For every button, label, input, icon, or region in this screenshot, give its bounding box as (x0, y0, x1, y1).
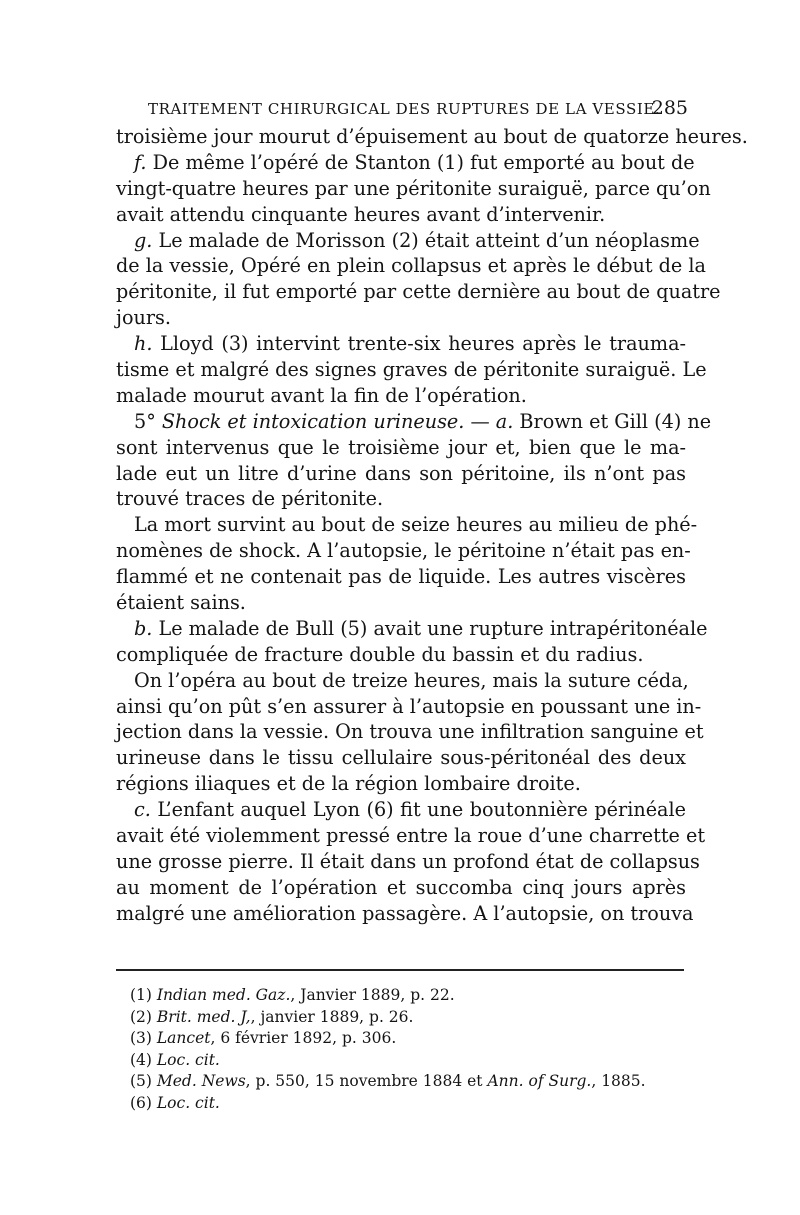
text-line: g. Le malade de Morisson (2) était atteint d’un néoplasme (134, 228, 700, 252)
item-marker: h. (134, 332, 153, 356)
text-line: une grosse pierre. Il était dans un profond état de collapsus (116, 849, 700, 873)
text-line: tisme et malgré des signes graves de péritonite suraiguë. Le (116, 358, 707, 382)
footnote: (6) Loc. cit. (130, 1093, 220, 1112)
text-line: c. L’enfant auquel Lyon (6) fit une boutonnière périnéale (134, 798, 686, 822)
text-line: compliquée de fracture double du bassin et du radius. (116, 642, 644, 666)
text-line: nomènes de shock. A l’autopsie, le péritoine n’était pas en- (116, 539, 691, 563)
item-marker: f. (134, 150, 147, 174)
footnote-divider (116, 969, 684, 971)
footnotes (130, 985, 650, 1115)
text-line: étaient sains. (116, 591, 246, 615)
text-line: La mort survint au bout de seize heures au milieu de phé- (134, 513, 698, 537)
footnote: (3) Lancet, 6 février 1892, p. 306. (130, 1029, 397, 1048)
text-line: trouvé traces de péritonite. (116, 487, 384, 511)
text-line: au moment de l’opération et succomba cinq jours après (116, 875, 686, 899)
section-title: Shock et intoxication urineuse. (161, 409, 465, 433)
text-line: de la vessie, Opéré en plein collapsus et après le début de la (116, 254, 706, 278)
item-marker: a. (495, 409, 514, 433)
footnote: (1) Indian med. Gaz., Janvier 1889, p. 22. (130, 986, 455, 1004)
text-line: avait été violemment pressé entre la roue d’une charrette et (116, 824, 706, 848)
text-line: sont intervenus que le troisième jour et, bien que le ma- (116, 435, 686, 459)
running-title: TRAITEMENT CHIRURGICAL DES RUPTURES DE LA VESSIE. (148, 100, 661, 118)
text-line: troisième jour mourut d’épuisement au bout de quatorze heures. (116, 125, 748, 148)
text-line: vingt-quatre heures par une péritonite suraiguë, parce qu’on (116, 176, 711, 200)
section-heading-line: 5° Shock et intoxication urineuse. — a. Brown et Gill (4) ne (134, 409, 712, 433)
footnote: (5) Med. News, p. 550, 15 novembre 1884 et Ann. of Surg., 1885. (130, 1072, 646, 1091)
item-marker: g. (134, 228, 153, 252)
text-line: jection dans la vessie. On trouva une infiltration sanguine et (116, 720, 704, 744)
text-line: lade eut un litre d’urine dans son péritoine, ils n’ont pas (116, 461, 686, 485)
text-line: malgré une amélioration passagère. A l’autopsie, on trouva (116, 901, 694, 925)
text-line: péritonite, il fut emporté par cette dernière au bout de quatre (116, 280, 721, 304)
text-line: régions iliaques et de la région lombaire droite. (116, 772, 581, 796)
text-line: malade mourut avant la fin de l’opération. (116, 383, 527, 407)
item-marker: c. (134, 798, 151, 822)
text-line: b. Le malade de Bull (5) avait une rupture intrapéritonéale (134, 616, 708, 640)
text-line: jours. (116, 306, 171, 330)
text-line: ainsi qu’on pût s’en assurer à l’autopsie en poussant une in- (116, 694, 702, 718)
page-number: 285 (651, 97, 688, 119)
running-header (148, 97, 688, 119)
footnote: (4) Loc. cit. (130, 1050, 220, 1069)
item-marker: b. (134, 616, 153, 640)
body-text (116, 124, 748, 927)
text-line: urineuse dans le tissu cellulaire sous-péritonéal des deux (116, 746, 686, 770)
text-line: avait attendu cinquante heures avant d’intervenir. (116, 202, 606, 226)
text-line: flammé et ne contenait pas de liquide. Les autres viscères (116, 565, 686, 589)
text-line: On l’opéra au bout de treize heures, mais la suture céda, (134, 668, 689, 692)
footnote: (2) Brit. med. J,, janvier 1889, p. 26. (130, 1007, 414, 1026)
text-line: f. De même l’opéré de Stanton (1) fut emporté au bout de (134, 150, 695, 174)
text-line: h. Lloyd (3) intervint trente-six heures après le trauma- (134, 332, 686, 356)
